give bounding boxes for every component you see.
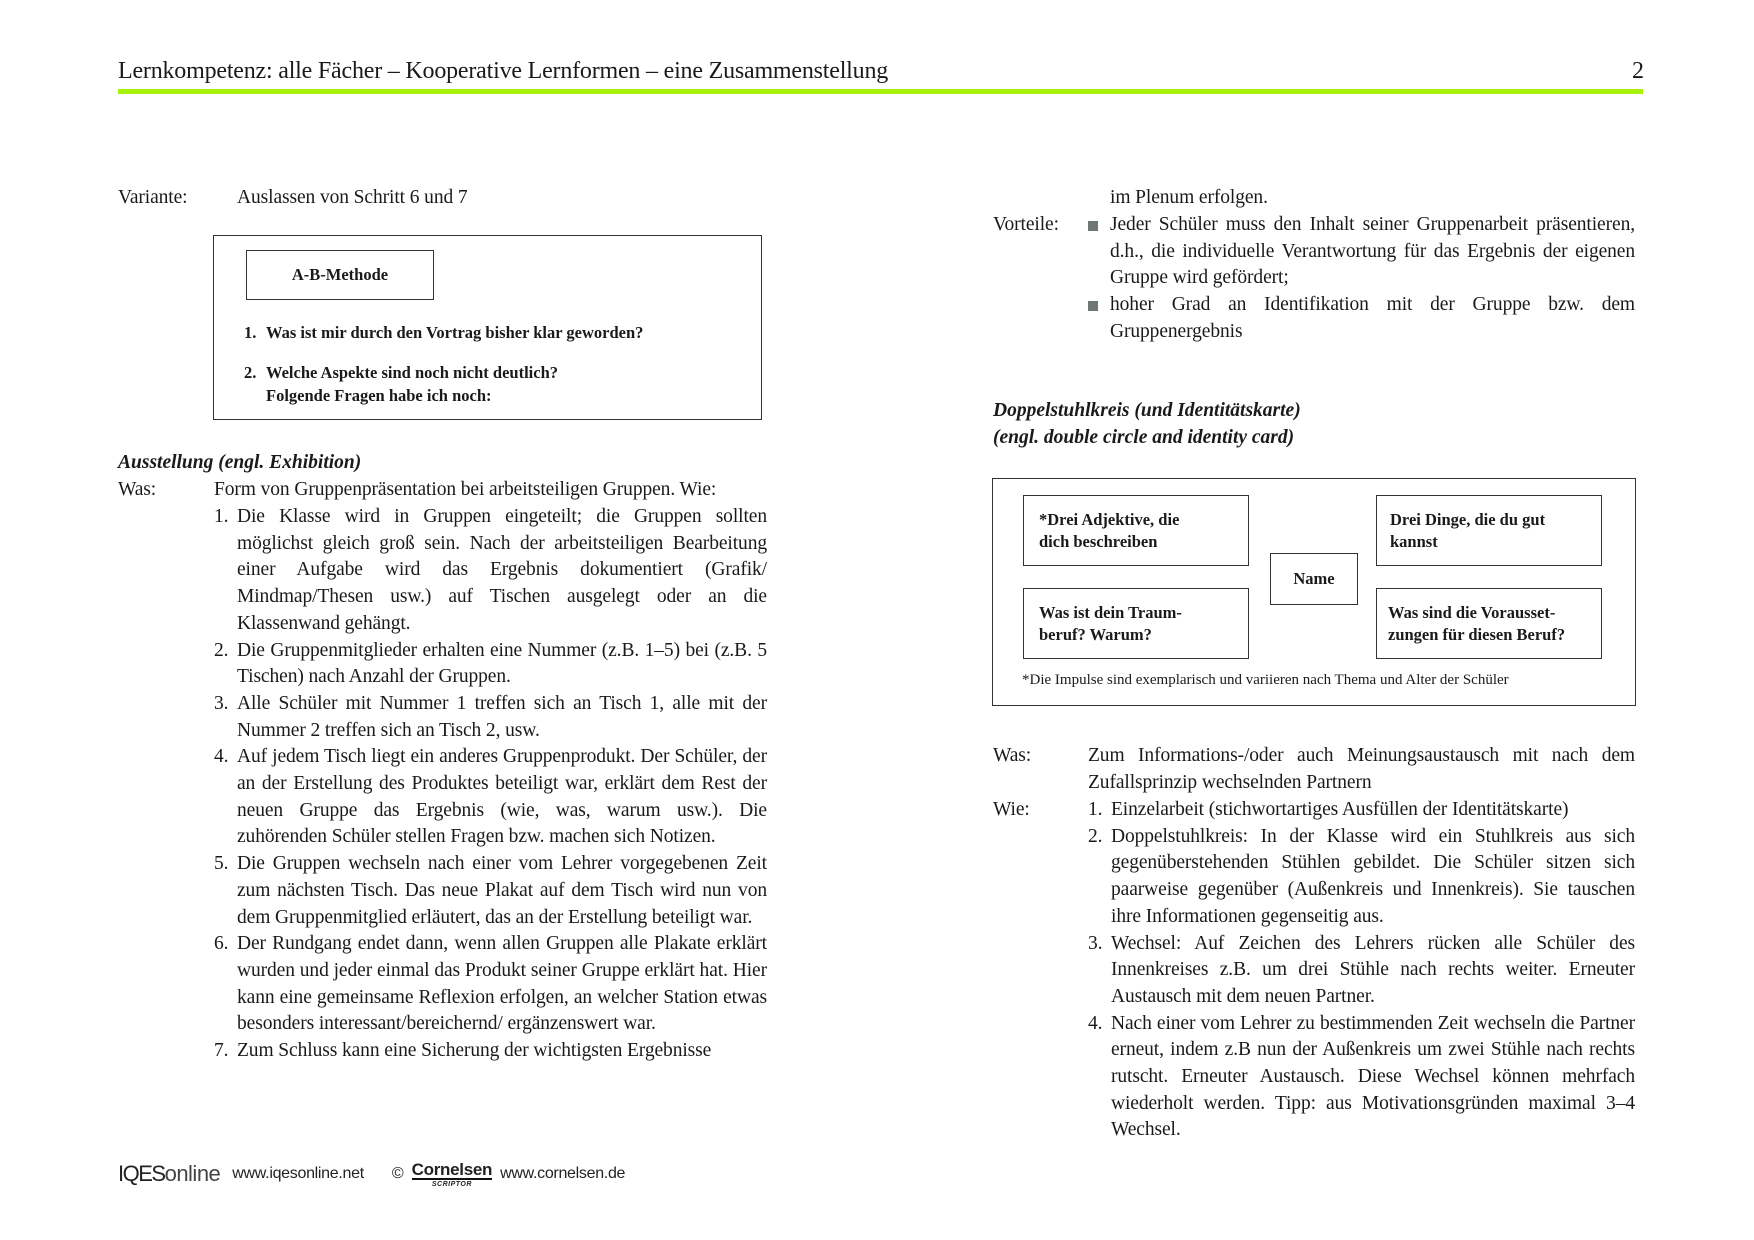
ausstellung-step xyxy=(214,691,767,744)
variante-label: Variante: xyxy=(118,187,188,208)
cell-line: Was ist dein Traum- xyxy=(1039,603,1182,622)
cell-line: kannst xyxy=(1390,532,1438,551)
vorteile-item-text: Jeder Schüler muss den Inhalt seiner Gruppenarbeit präsentieren, d.h., die individuelle Verantwortung für das Ergebnis der eigenen Gruppe wird gefördert; xyxy=(1110,214,1635,289)
step-number: 6. xyxy=(214,933,229,955)
doppelstuhlkreis-was-text: Zum Informations-/oder auch Meinungsaustausch mit nach dem Zufallsprinzip wechselnden Partnern xyxy=(1088,745,1635,793)
step-number: 4. xyxy=(214,746,229,768)
vorteile-item xyxy=(1088,292,1635,345)
step-text: Wechsel: Auf Zeichen des Lehrers rücken alle Schüler des Innenkreises z.B. um drei Stühle nach rechts weiter. Erneuter Austausch mit dem neuen Partner. xyxy=(1111,932,1635,1007)
copyright-icon: © xyxy=(391,1165,404,1182)
ab-question-text-cont: Folgende Fragen habe ich noch: xyxy=(266,386,492,405)
step-text: Die Klasse wird in Gruppen eingeteilt; die Gruppen sollten möglichst gleich groß sein. Nach der arbeitsteiligen Bearbeitung einer Aufgabe wird das Ergebnis dokumentiert (Grafik/ Mindmap/Thesen usw.) auf Tischen ausgelegt oder an die Klassenwand gehängt. xyxy=(237,506,767,634)
ausstellung-step xyxy=(214,931,767,1038)
step-text: Nach einer vom Lehrer zu bestimmenden Zeit wechseln die Partner erneut, indem z.B nun der Außenkreis um zwei Stühle nach rechts rutscht. Erneuter Austausch. Diese Wechsel können mehrfach wiederholt werden. Tipp: aus Motivationsgründen maximal 3–4 Wechsel. xyxy=(1111,1012,1635,1141)
step-number: 5. xyxy=(214,853,229,875)
ausstellung-step xyxy=(214,744,767,851)
cell-line: *Drei Adjektive, die xyxy=(1039,510,1180,529)
step-text: Auf jedem Tisch liegt ein anderes Gruppenprodukt. Der Schüler, der an der Erstellung des Produktes beteiligt war, erklärt dem Rest der neuen Gruppe das Ergebnis (wie, was, warum usw.). Die zuhörenden Schüler stellen Fragen bzw. machen sich Notizen. xyxy=(237,746,767,848)
step-number: 3. xyxy=(1088,932,1103,954)
identity-card-adjectives xyxy=(1023,495,1249,566)
doppelstuhlkreis-step xyxy=(1088,797,1635,824)
cell-line: beruf? Warum? xyxy=(1039,625,1152,644)
step-text: Zum Schluss kann eine Sicherung der wichtigsten Ergebnisse xyxy=(237,1040,712,1062)
step-text: Die Gruppen wechseln nach einer vom Lehrer vorgegebenen Zeit zum nächsten Tisch. Das neue Plakat auf dem Tisch wird nun von dem Gruppenmitglied erläutert, das an der Erstellung beteiligt war. xyxy=(237,853,767,928)
doppelstuhlkreis-heading: Doppelstuhlkreis (und Identitätskarte) xyxy=(993,400,1301,421)
ausstellung-steps xyxy=(214,504,767,1065)
vorteile-item-text: hoher Grad an Identifikation mit der Gruppe bzw. dem Gruppenergebnis xyxy=(1110,294,1635,342)
doppelstuhlkreis-steps xyxy=(1088,797,1635,1144)
vorteile-label: Vorteile: xyxy=(993,214,1059,235)
doppelstuhlkreis-was-label: Was: xyxy=(993,745,1032,766)
square-bullet-icon xyxy=(1088,221,1098,231)
identity-card-dream-job xyxy=(1023,588,1249,659)
step-number: 4. xyxy=(1088,1012,1103,1034)
step-number: 2. xyxy=(214,639,229,661)
step-number: 2. xyxy=(1088,825,1103,847)
variante-value: Auslassen von Schritt 6 und 7 xyxy=(237,187,468,208)
ausstellung-step xyxy=(214,504,767,638)
doppelstuhlkreis-wie-label: Wie: xyxy=(993,799,1030,820)
identity-card-requirements xyxy=(1376,588,1602,659)
page-number: 2 xyxy=(1632,58,1644,84)
ausstellung-was-text: Form von Gruppenpräsentation bei arbeitsteiligen Gruppen. Wie: xyxy=(214,479,717,500)
step-number: 3. xyxy=(214,692,229,714)
identity-card-skills xyxy=(1376,495,1602,566)
doppelstuhlkreis-subheading: (engl. double circle and identity card) xyxy=(993,427,1295,448)
identity-card-name: Name xyxy=(1270,553,1358,605)
step-number: 1. xyxy=(214,506,229,527)
cornelsen-logo xyxy=(412,1161,492,1188)
page-header-title: Lernkompetenz: alle Fächer – Kooperative Lernformen – eine Zusammenstellung xyxy=(118,58,889,84)
ausstellung-step xyxy=(214,851,767,931)
vorteile-item xyxy=(1088,212,1635,292)
doppelstuhlkreis-step xyxy=(1088,1011,1635,1145)
cell-line: zungen für diesen Beruf? xyxy=(1388,625,1566,644)
cornelsen-url-link[interactable]: www.cornelsen.de xyxy=(500,1165,626,1182)
step-text: Doppelstuhlkreis: In der Klasse wird ein Stuhlkreis aus sich gegenüberstehenden Stühlen gebildet. Die Schüler sitzen sich paarweise gegenüber (Außenkreis und Innenkreis). Sie tauschen ihre Informationen gegenseitig aus. xyxy=(1111,825,1635,927)
square-bullet-icon xyxy=(1088,301,1098,311)
ab-question-number: 1. xyxy=(244,323,257,342)
ab-question-text: Welche Aspekte sind noch nicht deutlich? xyxy=(266,363,558,382)
cell-line: Drei Dinge, die du gut xyxy=(1390,510,1546,529)
identity-card-diagram xyxy=(992,478,1636,706)
iqes-logo xyxy=(118,1161,220,1187)
cornelsen-logo-sub: SCRIPTOR xyxy=(431,1180,472,1188)
cell-line: Was sind die Vorausset- xyxy=(1388,603,1556,622)
page-footer xyxy=(118,1160,625,1188)
iqes-logo-light: online xyxy=(164,1161,221,1186)
doppelstuhlkreis-step xyxy=(1088,931,1635,1011)
step-number: 1. xyxy=(1088,799,1103,820)
step-number: 7. xyxy=(214,1040,229,1062)
cell-line: dich beschreiben xyxy=(1039,532,1158,551)
iqes-url-link[interactable]: www.iqesonline.net xyxy=(232,1165,364,1182)
step-text: Alle Schüler mit Nummer 1 treffen sich an Tisch 1, alle mit der Nummer 2 treffen sich an Tisch 2, usw. xyxy=(237,692,767,741)
doppelstuhlkreis-step xyxy=(1088,824,1635,931)
continuation-text: im Plenum erfolgen. xyxy=(1110,187,1268,208)
ab-question-2 xyxy=(244,361,558,407)
iqes-logo-bold: IQES xyxy=(118,1161,165,1186)
ab-method-title: A-B-Methode xyxy=(246,250,434,300)
identity-card-footnote: *Die Impulse sind exemplarisch und variieren nach Thema und Alter der Schüler xyxy=(1022,672,1509,688)
vorteile-list xyxy=(1088,212,1635,346)
ausstellung-was-label: Was: xyxy=(118,479,157,500)
cornelsen-logo-main: Cornelsen xyxy=(411,1159,493,1179)
step-text: Die Gruppenmitglieder erhalten eine Nummer (z.B. 1–5) bei (z.B. 5 Tischen) nach Anzahl der Gruppen. xyxy=(237,639,767,688)
ab-method-box xyxy=(213,235,762,420)
ausstellung-step xyxy=(214,1038,767,1065)
ausstellung-heading: Ausstellung (engl. Exhibition) xyxy=(118,452,362,473)
ab-question-number: 2. xyxy=(244,363,257,382)
ab-question-text: Was ist mir durch den Vortrag bisher klar geworden? xyxy=(266,323,644,342)
ausstellung-step xyxy=(214,638,767,691)
ab-question-1 xyxy=(244,321,643,344)
step-text: Der Rundgang endet dann, wenn allen Gruppen alle Plakate erklärt wurden und jeder einmal das Produkt seiner Gruppe erklärt hat. Hier kann eine gemeinsame Reflexion erfolgen, an welcher Station etwas besonders interessant/bereichernd/ ergänzenswert war. xyxy=(237,933,767,1035)
header-divider xyxy=(118,89,1643,94)
step-text: Einzelarbeit (stichwortartiges Ausfüllen der Identitätskarte) xyxy=(1111,799,1569,820)
